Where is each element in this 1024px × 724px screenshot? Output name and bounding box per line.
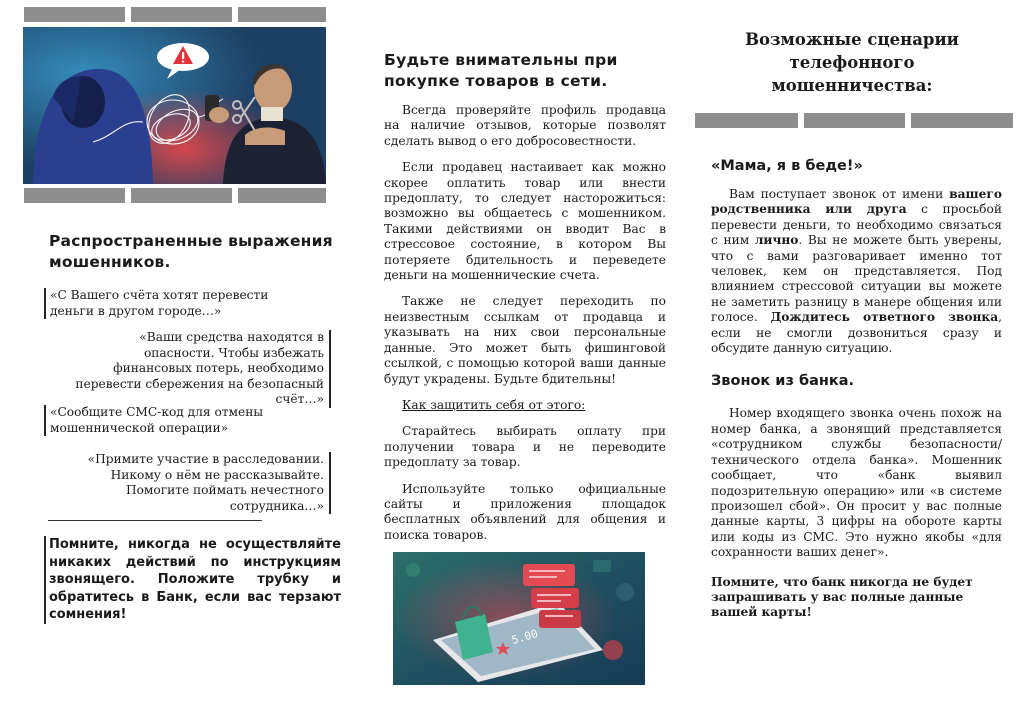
decor-bar bbox=[24, 7, 125, 22]
middle-paragraph: Старайтесь выбирать оплату при получении товара и не переводите предоплату за товар. bbox=[384, 424, 666, 470]
text-run: , если не смогли дозвониться сразу и обсудите данную ситуацию. bbox=[711, 310, 1003, 356]
decor-bar bbox=[131, 188, 232, 203]
right-column bbox=[711, 156, 1002, 621]
text-run: . Вы не можете быть уверены, что с вами разговаривает именно тот человек, кем он представляется. Под влиянием стрессовой ситуации вы можете не заметить разницу в манере общения или голосе. bbox=[711, 233, 1002, 325]
price-tag: 5.00 bbox=[510, 627, 540, 647]
fraud-call-drawing bbox=[23, 27, 326, 184]
decor-bar bbox=[238, 7, 326, 22]
decor-bar bbox=[804, 113, 905, 128]
scenario-title: «Мама, я в беде!» bbox=[711, 158, 863, 174]
scenario-text bbox=[711, 187, 1002, 356]
decor-bar bbox=[695, 113, 798, 128]
left-warning bbox=[44, 536, 341, 624]
middle-column bbox=[384, 50, 666, 543]
right-heading: Возможные сценарии телефонного мошенничества: bbox=[745, 30, 959, 95]
fraud-quote: «С Вашего счёта хотят перевести деньги в другом городе…» bbox=[44, 288, 314, 319]
middle-paragraph: Используйте только официальные сайты и приложения площадок бесплатных объявлений для общения и поиска товаров. bbox=[384, 481, 666, 542]
text-run: Вам поступает звонок от имени bbox=[729, 187, 950, 201]
left-column bbox=[44, 231, 344, 273]
decor-bar bbox=[238, 188, 326, 203]
decor-bar bbox=[911, 113, 1013, 128]
fraud-call-illustration bbox=[23, 27, 326, 184]
middle-paragraph: Если продавец настаивает как можно скорее оплатить товар или внести предоплату, то следует насторожиться: возможно вы общаетесь с мошенником. Такими действиями он вводит Вас в стрессовое состояние, в котором Вы потеряете бдительность и переведете деньги на мошеннические счета. bbox=[384, 160, 666, 283]
text-run: с просьбой перевести деньги, то необходимо связаться с ним bbox=[711, 202, 1002, 248]
shopping-phone-drawing bbox=[393, 552, 645, 685]
middle-heading: Будьте внимательны при покупке товаров в сети. bbox=[384, 51, 618, 90]
text-run-bold: вашего родственника или друга bbox=[711, 187, 1002, 217]
decor-bar bbox=[24, 188, 125, 203]
scenario-warning: Помните, что банк никогда не будет запрашивать у вас полные данные вашей карты! bbox=[711, 574, 973, 620]
middle-subheading: Как защитить себя от этого: bbox=[402, 397, 586, 412]
fraud-quote: «Сообщите СМС-код для отмены мошеннической операции» bbox=[44, 405, 294, 436]
scenario-title: Звонок из банка. bbox=[711, 373, 855, 390]
decor-bar bbox=[131, 7, 232, 22]
left-warning-text: Помните, никогда не осуществляйте никаких действий по инструкциям звонящего. Положите трубку и обратитесь в Банк, если вас терзают сомнения! bbox=[49, 537, 341, 623]
right-heading-wrap bbox=[700, 28, 1004, 97]
online-shopping-illustration bbox=[393, 552, 645, 685]
fraud-quote: «Ваши средства находятся в опасности. Чтобы избежать финансовых потерь, необходимо перевести сбережения на безопасный счёт…» bbox=[70, 330, 331, 408]
divider-line bbox=[48, 520, 262, 521]
middle-paragraph: Всегда проверяйте профиль продавца на наличие отзывов, которые позволят сделать вывод о его добросовестности. bbox=[384, 103, 666, 148]
text-run-bold: лично bbox=[754, 233, 799, 248]
scenario-text: Номер входящего звонка очень похож на номер банка, а звонящий представляется «сотрудником службы безопасности/ технического отдела банка». Мошенник сообщает, что «банк выявил подозрительную операцию» или «в системе произошел сбой». Он просит у вас полные данные карты, 3 цифры на обороте карты или коды из СМС. Это нужно якобы «для сохранности ваших денег». bbox=[711, 406, 1002, 560]
middle-paragraph: Также не следует переходить по неизвестным ссылкам от продавца и указывать на них свои персональные данные. Это может быть фишинговой ссылкой, с помощью которой ваши данные будут украдены. Будьте бдительны! bbox=[384, 294, 666, 386]
fraud-quote: «Примите участие в расследовании. Никому о нём не рассказывайте. Помогите поймать нечестного сотрудника…» bbox=[50, 452, 331, 514]
left-heading: Распространенные выражения мошенников. bbox=[49, 232, 333, 271]
text-run-bold: Дождитесь ответного звонка bbox=[770, 310, 999, 325]
